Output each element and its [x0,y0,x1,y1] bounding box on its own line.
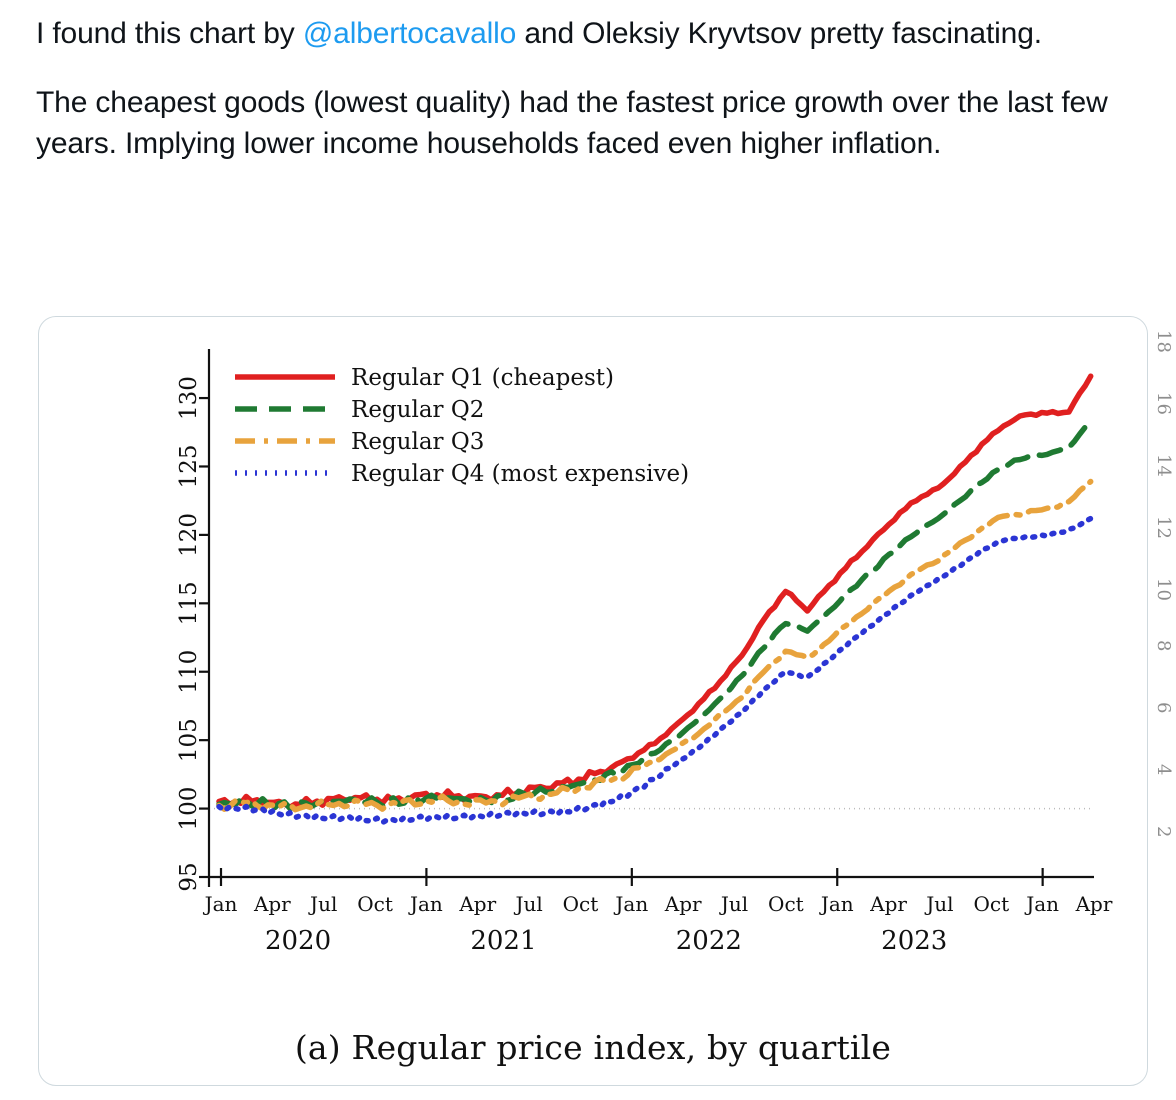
x-tick-label: Jul [515,892,543,916]
chart-card[interactable] [38,316,1148,1086]
edge-tick-label: 2 [1153,826,1174,838]
x-tick-label: Apr [1075,892,1113,916]
edge-tick-label: 10 [1153,578,1174,601]
chart-figure [39,317,1147,1085]
y-tick-label: 130 [176,376,202,421]
chart-caption: (a) Regular price index, by quartile [294,1028,892,1067]
legend-label: Regular Q2 [351,397,485,423]
tweet-p1-pre: I found this chart by [36,17,303,50]
tweet-text-block [0,0,1176,164]
x-tick-label: Oct [562,892,599,916]
edge-tick-label: 14 [1153,454,1174,477]
x-year-label: 2021 [470,926,537,956]
x-tick-label: Oct [357,892,393,916]
y-tick-label: 115 [176,581,202,626]
x-tick-label: Apr [459,892,497,916]
tweet-paragraph-2: The cheapest goods (lowest quality) had the fastest price growth over the last few years. Implying lower income households faced even higher inflation. [36,85,1108,160]
series-line [219,482,1091,810]
x-tick-label: Jan [204,892,238,916]
x-tick-label: Oct [973,892,1010,916]
x-tick-label: Apr [253,892,291,916]
x-tick-label: Jan [1026,892,1060,916]
price-index-line-chart [39,317,1147,1017]
edge-tick-label: 18 [1153,330,1174,353]
x-tick-label: Apr [870,892,907,916]
y-tick-label: 110 [176,649,202,694]
y-tick-label: 95 [176,862,202,892]
edge-tick-label: 12 [1153,516,1174,539]
y-tick-label: 100 [176,786,202,831]
x-tick-label: Jan [820,892,854,916]
x-tick-label: Jul [310,892,338,916]
x-tick-label: Apr [664,892,702,916]
tweet-paragraph-1 [36,14,1150,55]
y-tick-label: 105 [176,718,202,763]
x-year-label: 2020 [264,926,332,956]
edge-tick-label: 16 [1153,392,1174,415]
x-tick-label: Jan [615,892,649,916]
x-tick-label: Jul [926,892,954,916]
x-tick-label: Oct [768,892,804,916]
legend-label: Regular Q1 (cheapest) [351,365,614,391]
x-year-label: 2023 [881,926,948,956]
y-tick-label: 120 [176,512,202,557]
tweet-p1-post: and Oleksiy Kryvtsov pretty fascinating. [516,17,1042,50]
legend-label: Regular Q4 (most expensive) [351,461,690,487]
cropped-edge-axis [1150,330,1176,890]
x-tick-label: Jan [409,892,443,916]
legend-label: Regular Q3 [351,429,485,455]
x-tick-label: Jul [720,892,749,916]
edge-tick-label: 4 [1153,764,1174,776]
edge-tick-label: 6 [1153,702,1174,714]
edge-tick-label: 8 [1153,640,1174,652]
x-year-label: 2022 [675,926,742,956]
y-tick-label: 125 [176,444,202,489]
series-line [219,519,1091,823]
mention-link[interactable]: @albertocavallo [302,17,517,50]
series-line [219,376,1091,807]
